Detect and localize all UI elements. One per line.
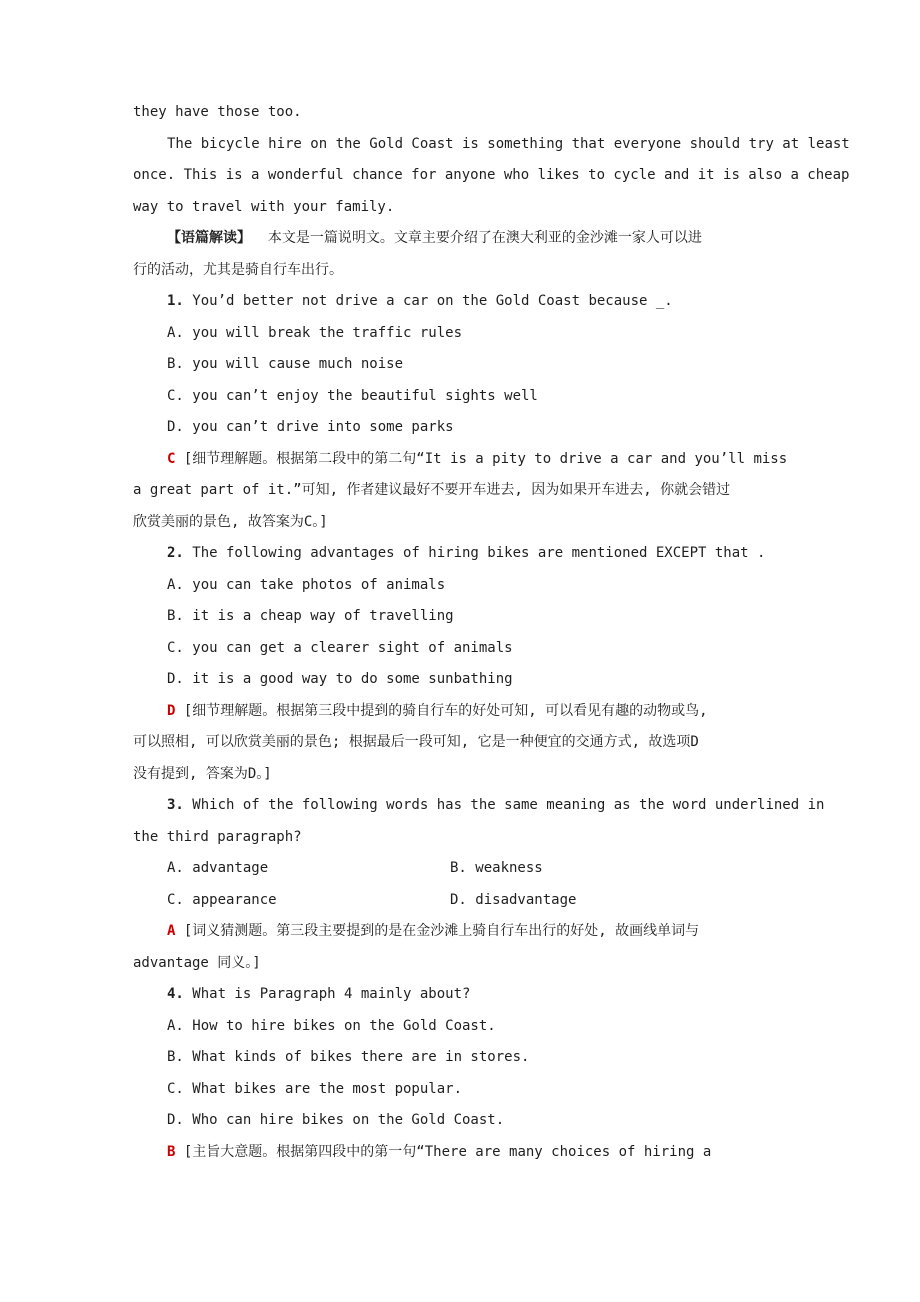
text-run: [细节理解题。根据第三段中提到的骑自行车的好处可知, 可以看见有趣的动物或鸟, bbox=[175, 702, 708, 719]
text-run: 本文是一篇说明文。文章主要介绍了在澳大利亚的金沙滩一家人可以进 bbox=[251, 230, 702, 246]
text-run: [主旨大意题。根据第四段中的第一句“There are many choices of hiring a bbox=[175, 1143, 712, 1160]
text-run: B. What kinds of bikes there are in stores. bbox=[167, 1049, 530, 1065]
text-run: B. weakness bbox=[450, 860, 543, 876]
bold-label: 2. bbox=[167, 545, 184, 561]
bold-label: 4. bbox=[167, 986, 184, 1002]
question-2-line bbox=[133, 538, 820, 570]
passage-paragraph-line bbox=[133, 129, 850, 161]
text-run: a great part of it.”可知, 作者建议最好不要开车进去, 因为如果开车进去, 你就会错过 bbox=[133, 482, 731, 498]
text-run: C. appearance bbox=[167, 891, 277, 908]
question-1-options-line bbox=[133, 381, 820, 413]
text-run: 可以照相, 可以欣赏美丽的景色; 根据最后一段可知, 它是一种便宜的交通方式, 故选项D bbox=[133, 734, 699, 750]
question-4-options-line bbox=[133, 1011, 820, 1043]
question-4-options-line bbox=[133, 1105, 820, 1137]
question-1-options-line bbox=[133, 412, 820, 444]
question-3-options-line bbox=[133, 885, 820, 917]
answer-letter: B bbox=[167, 1143, 176, 1160]
bold-label: 1. bbox=[167, 293, 184, 309]
question-2-options-line bbox=[133, 570, 820, 602]
bold-label: 【语篇解读】 bbox=[167, 230, 251, 246]
question-1-options-line bbox=[133, 318, 820, 350]
answer-letter: C bbox=[167, 450, 176, 467]
answer-1-line bbox=[133, 444, 820, 476]
text-run: C. you can get a clearer sight of animals bbox=[167, 639, 513, 656]
text-run: way to travel with your family. bbox=[133, 198, 395, 215]
answer-letter: A bbox=[167, 923, 176, 939]
text-run: A. advantage bbox=[167, 860, 269, 876]
question-4-options-line bbox=[133, 1042, 820, 1074]
passage-analysis-line bbox=[133, 223, 820, 255]
text-run: You’d better not drive a car on the Gold Coast because _. bbox=[183, 293, 673, 309]
text-run: C. you can’t enjoy the beautiful sights well bbox=[167, 387, 538, 404]
question-2-options-line bbox=[133, 664, 820, 696]
text-run: the third paragraph? bbox=[133, 828, 302, 845]
question-1-options-line bbox=[133, 349, 820, 381]
text-run: A. you will break the traffic rules bbox=[167, 324, 463, 341]
text-run: A. you can take photos of animals bbox=[167, 576, 446, 593]
answer-2-line bbox=[133, 759, 820, 791]
answer-3-line bbox=[133, 916, 820, 948]
text-run: 行的活动，尤其是骑自行车出行。 bbox=[133, 261, 343, 278]
answer-2-line bbox=[133, 727, 820, 759]
text-run: The following advantages of hiring bikes are mentioned EXCEPT that . bbox=[183, 545, 766, 561]
text-run: they have those too. bbox=[133, 104, 302, 120]
answer-2-line bbox=[133, 696, 820, 728]
text-run: B. it is a cheap way of travelling bbox=[167, 608, 454, 624]
answer-1-line bbox=[133, 475, 820, 507]
question-3-options-line bbox=[133, 853, 820, 885]
answer-1-line bbox=[133, 507, 820, 539]
answer-3-line bbox=[133, 948, 820, 980]
text-run: What is Paragraph 4 mainly about? bbox=[183, 986, 471, 1002]
question-4-line bbox=[133, 979, 820, 1011]
text-run: Which of the following words has the same meaning as the word underlined in bbox=[183, 797, 825, 813]
passage-paragraph-line bbox=[133, 160, 850, 192]
text-run: C. What bikes are the most popular. bbox=[167, 1080, 463, 1097]
passage-paragraph-line bbox=[133, 97, 820, 129]
text-run: [词义猜测题。第三段主要提到的是在金沙滩上骑自行车出行的好处, 故画线单词与 bbox=[175, 923, 700, 939]
question-2-options-line bbox=[133, 633, 820, 665]
question-3-line bbox=[133, 790, 825, 822]
question-2-options-line bbox=[133, 601, 820, 633]
text-run: B. you will cause much noise bbox=[167, 356, 404, 372]
text-run: D. Who can hire bikes on the Gold Coast. bbox=[167, 1112, 505, 1128]
question-1-line bbox=[133, 286, 820, 318]
text-run: D. disadvantage bbox=[450, 891, 577, 908]
question-3-line bbox=[133, 822, 820, 854]
text-run: once. This is a wonderful chance for anyone who likes to cycle and it is also a cheap bbox=[133, 167, 850, 183]
passage-analysis-line bbox=[133, 255, 820, 287]
text-run: 欣赏美丽的景色, 故答案为C。] bbox=[133, 513, 328, 530]
text-run: The bicycle hire on the Gold Coast is something that everyone should try at least bbox=[167, 135, 850, 152]
answer-letter: D bbox=[167, 702, 176, 719]
passage-paragraph-line bbox=[133, 192, 820, 224]
answer-4-line bbox=[133, 1137, 820, 1169]
text-run: [细节理解题。根据第二段中的第二句“It is a pity to drive a car and you’ll miss bbox=[175, 450, 788, 467]
text-run: advantage 同义。] bbox=[133, 954, 261, 971]
text-run: 没有提到, 答案为D。] bbox=[133, 765, 272, 782]
text-run: A. How to hire bikes on the Gold Coast. bbox=[167, 1017, 496, 1034]
question-4-options-line bbox=[133, 1074, 820, 1106]
bold-label: 3. bbox=[167, 797, 184, 813]
text-run: D. you can’t drive into some parks bbox=[167, 419, 454, 435]
text-run: D. it is a good way to do some sunbathing bbox=[167, 671, 513, 687]
